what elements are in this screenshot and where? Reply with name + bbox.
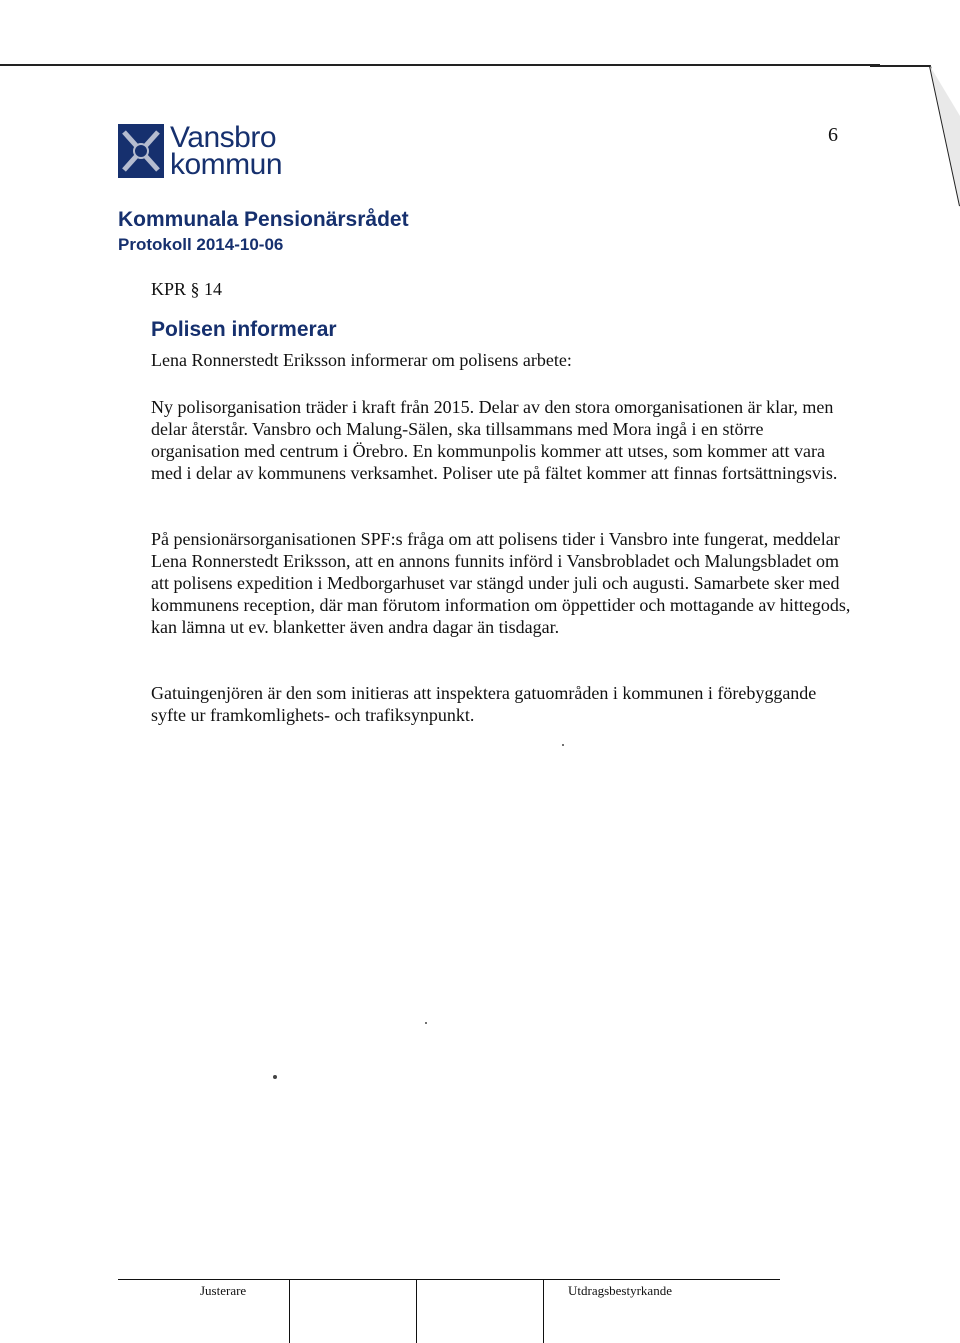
scan-speck — [562, 744, 564, 746]
utdragsbestyrkande-label: Utdragsbestyrkande — [568, 1283, 672, 1298]
logo-line-1: Vansbro — [170, 121, 277, 154]
scan-corner-fold — [870, 56, 960, 216]
justerare-label: Justerare — [200, 1283, 247, 1298]
coat-of-arms-icon — [118, 124, 164, 178]
paragraph: På pensionärsorganisationen SPF:s fråga om att polisens tider i Vansbro inte fungerat, meddelar Lena Ronnerstedt Eriksson, att en annons funnits införd i Vansbrobladet och Malungsbladet om att polisens expedition i Medborgarhuset var stängd under juli och augusti. Samarbete sker med kommunens reception, där man förutom information om öppettider och mottagande av hittegods, kan lämna ut ev. blanketter även andra dagar än tisdagar. — [151, 529, 851, 637]
document-subtitle: Protokoll 2014-10-06 — [118, 235, 284, 254]
scan-edge-top — [0, 64, 880, 66]
scan-speck — [273, 1075, 277, 1079]
footer-rule — [118, 1279, 780, 1280]
document-title: Kommunala Pensionärsrådet — [118, 208, 409, 231]
footer-divider — [289, 1279, 290, 1343]
section-intro: Lena Ronnerstedt Eriksson informerar om polisens arbete: — [151, 350, 572, 370]
paragraph: Gatuingenjören är den som initieras att inspektera gatuområden i kommunen i förebyggande syfte ur framkomlighets- och trafiksynpunkt. — [151, 683, 817, 725]
logo-wordmark — [170, 121, 283, 181]
logo-line-2: kommun — [170, 148, 283, 181]
paragraph: Ny polisorganisation träder i kraft från 2015. Delar av den stora omorganisationen är klar, men delar återstår. Vansbro och Malung-Sälen, ska tillsammans med Mora ingå i en större organisation med centrum i Örebro. En kommunpolis kommer att utses, som kommer att vara med i delar av kommunens verksamhet. Poliser ute på fältet kommer att finnas fortsättningsvis. — [151, 397, 838, 483]
footer-divider — [543, 1279, 544, 1343]
page-number: 6 — [828, 124, 838, 146]
footer-divider — [416, 1279, 417, 1343]
section-heading: Polisen informerar — [151, 318, 337, 341]
municipality-logo — [118, 121, 283, 181]
section-reference: KPR § 14 — [151, 279, 223, 299]
scan-speck — [425, 1022, 427, 1024]
